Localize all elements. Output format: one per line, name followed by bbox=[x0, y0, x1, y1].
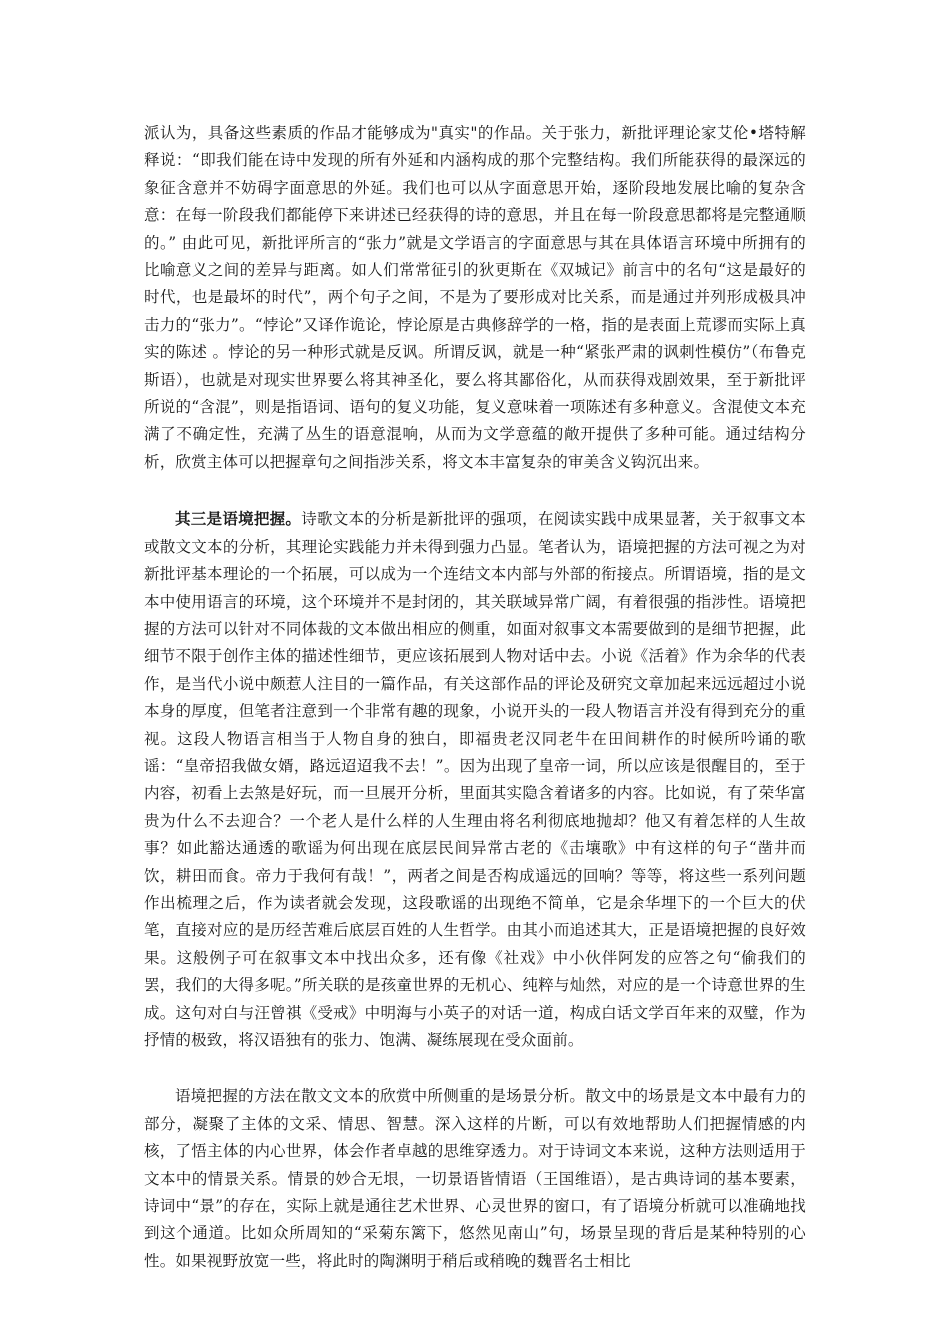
paragraph-spacer bbox=[144, 1054, 806, 1083]
document-body bbox=[144, 120, 806, 1275]
paragraph-lead-heading: 其三是语境把握。 bbox=[175, 509, 302, 529]
paragraph-context-grasp bbox=[144, 505, 806, 1054]
paragraph-text: 语境把握的方法在散文文本的欣赏中所侧重的是场景分析。散文中的场景是文本中最有力的部分，凝聚了主体的文采、情思、智慧。深入这样的片断，可以有效地帮助人们把握情感的内核，了悟主体的内心世界，体会作者卓越的思维穿透力。对于诗词文本来说，这种方法则适用于文本中的情景关系。情景的妙合无垠，一切景语皆情语（王国维语），是古典诗词的基本要素，诗词中“景”的存在，实际上就是通往艺术世界、心灵世界的窗口，有了语境分析就可以准确地找到这个通道。比如众所周知的“采菊东篱下，悠然见南山”句，场景呈现的背后是某种特别的心性。如果视野放宽一些，将此时的陶渊明于稍后或稍晚的魏晋名士相比 bbox=[144, 1087, 806, 1270]
paragraph-text: 诗歌文本的分析是新批评的强项，在阅读实践中成果显著，关于叙事文本或散文文本的分析，其理论实践能力并未得到强力凸显。笔者认为，语境把握的方法可视之为对新批评基本理论的一个拓展，可以成为一个连结文本内部与外部的衔接点。所谓语境，指的是文本中使用语言的环境，这个环境并不是封闭的，其关联域异常广阔，有着很强的指涉性。语境把握的方法可以针对不同体裁的文本做出相应的侧重，如面对叙事文本需要做到的是细节把握，此细节不限于创作主体的描述性细节，更应该拓展到人物对话中去。小说《活着》作为余华的代表作，是当代小说中颇惹人注目的一篇作品，有关这部作品的评论及研究文章加起来远远超过小说本身的厚度，但笔者注意到一个非常有趣的现象，小说开头的一段人物语言并没有得到充分的重视。这段人物语言相当于人物自身的独白，即福贵老汉同老牛在田间耕作的时候所吟诵的歌谣：“皇帝招我做女婿，路远迢迢我不去！”。因为出现了皇帝一词，所以应该是很醒目的，至于内容，初看上去煞是好玩，而一旦展开分析，里面其实隐含着诸多的内容。比如说，有了荣华富贵为什么不去迎合？一个老人是什么样的人生理由将名利彻底地抛却？他又有着怎样的人生故事？如此豁达通透的歌谣为何出现在底层民间异常古老的《击壤歌》中有这样的句子“凿井而饮，耕田而食。帝力于我何有哉！”，两者之间是否构成遥远的回响？等等，将这些一系列问题作出梳理之后，作为读者就会发现，这段歌谣的出现绝不简单，它是余华埋下的一个巨大的伏笔，直接对应的是历经苦难后底层百姓的人生哲学。由其小而追述其大，正是语境把握的良好效果。这般例子可在叙事文本中找出众多，还有像《社戏》中小伙伴阿发的应答之句“偷我们的罢，我们的大得多呢。”所关联的是孩童世界的无机心、纯粹与灿然，对应的是一个诗意世界的生成。这句对白与汪曾祺《受戒》中明海与小英子的对话一道，构成白话文学百年来的双璧，作为抒情的极致，将汉语独有的张力、饱满、凝练展现在受众面前。 bbox=[144, 510, 806, 1049]
paragraph-spacer bbox=[144, 476, 806, 505]
paragraph-tension-paradox bbox=[144, 120, 806, 476]
paragraph-text: 派认为，具备这些素质的作品才能够成为"真实"的作品。关于张力，新批评理论家艾伦•塔特解释说：“即我们能在诗中发现的所有外延和内涵构成的那个完整结构。我们所能获得的最深远的象征含意并不妨碍字面意思的外延。我们也可以从字面意思开始，逐阶段地发展比喻的复杂含意：在每一阶段我们都能停下来讲述已经获得的诗的意思，并且在每一阶段意思都将是完整通顺的。” 由此可见，新批评所言的“张力”就是文学语言的字面意思与其在具体语言环境中所拥有的比喻意义之间的差异与距离。如人们常常征引的狄更斯在《双城记》前言中的名句“这是最好的时代，也是最坏的时代”，两个句子之间，不是为了要形成对比关系，而是通过并列形成极具冲击力的“张力”。“悖论”又译作诡论，悖论原是古典修辞学的一格，指的是表面上荒谬而实际上真实的陈述 。悖论的另一种形式就是反讽。所谓反讽，就是一种“紧张严肃的讽刺性模仿”（布鲁克斯语），也就是对现实世界要么将其神圣化，要么将其鄙俗化，从而获得戏剧效果，至于新批评所说的“含混”，则是指语词、语句的复义功能，复义意味着一项陈述有多种意义。含混使文本充满了不确定性，充满了丛生的语意混响，从而为文学意蕴的敞开提供了多种可能。通过结构分析，欣赏主体可以把握章句之间指涉关系，将文本丰富复杂的审美含义钩沉出来。 bbox=[144, 124, 806, 471]
paragraph-scene-analysis bbox=[144, 1083, 806, 1275]
